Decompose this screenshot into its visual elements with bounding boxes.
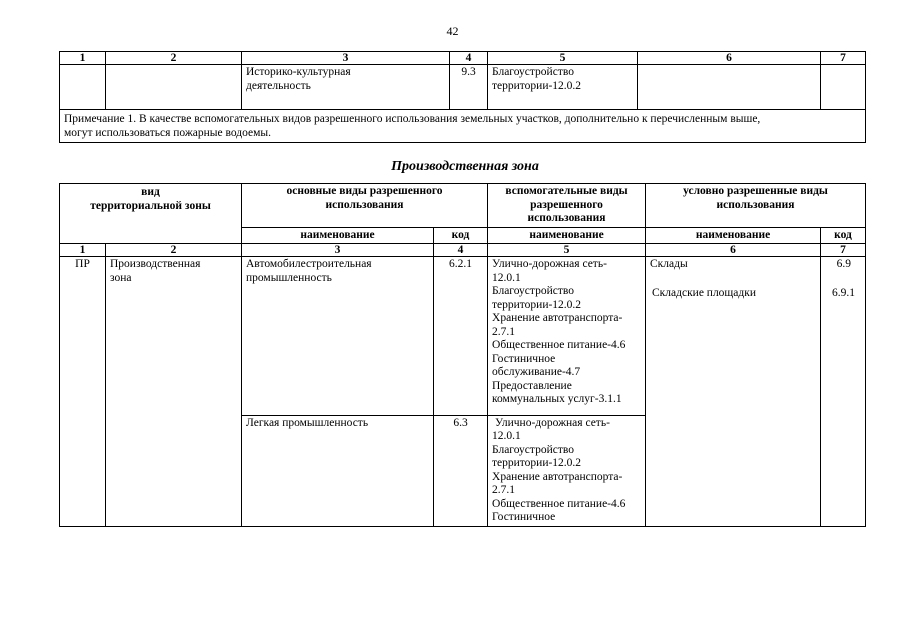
text-line: Гостиничное (492, 352, 556, 365)
note-row (60, 110, 866, 143)
table-row (60, 257, 866, 416)
column-numbers-row (60, 52, 866, 65)
main-use-name-cell (242, 415, 434, 526)
text-line: Историко-культурная (246, 66, 351, 78)
header-conditional-uses (646, 184, 866, 228)
col-number: 7 (821, 244, 866, 257)
text-line: Хранение автотранспорта- (492, 470, 623, 483)
cell-empty (60, 65, 106, 110)
main-use-code-cell: 6.3 (434, 415, 488, 526)
conditional-name: Склады (650, 258, 688, 270)
header-line: разрешенного (530, 198, 603, 211)
aux-use-cell (488, 65, 638, 110)
use-code-cell: 9.3 (450, 65, 488, 110)
subheader-code: код (434, 227, 488, 244)
top-table (59, 51, 866, 143)
text-line: 12.0.1 (492, 271, 521, 284)
aux-use-cell (488, 415, 646, 526)
note-cell (60, 110, 866, 143)
text-line: деятельность (246, 79, 311, 92)
col-number: 3 (242, 244, 434, 257)
col-number: 2 (106, 244, 242, 257)
header-line: территориальной зоны (90, 199, 211, 212)
table-row (60, 65, 866, 110)
col-number: 4 (434, 244, 488, 257)
text-line: Производственная (110, 258, 201, 270)
col-number: 1 (60, 52, 106, 65)
conditional-code: 6.9.1 (832, 287, 856, 299)
col-number: 6 (646, 244, 821, 257)
text-line: территории-12.0.2 (492, 457, 582, 469)
cell-empty (106, 65, 242, 110)
col-number: 5 (488, 52, 638, 65)
conditional-use-code-cell (821, 257, 866, 527)
text-line: Общественное питание-4.6 (492, 497, 626, 510)
column-numbers-row (60, 244, 866, 257)
zone-title: Производственная зона (391, 159, 539, 174)
header-line: вспомогательные виды (505, 185, 628, 197)
text-line: 2.7.1 (492, 325, 516, 338)
conditional-use-name-cell (646, 257, 821, 527)
col-number: 5 (488, 244, 646, 257)
col-number: 6 (638, 52, 821, 65)
header-line: использования (716, 198, 795, 211)
cell-empty (821, 65, 866, 110)
text-line: обслуживание-4.7 (492, 366, 581, 378)
header-line: использования (527, 212, 606, 224)
conditional-name: Складские площадки (652, 287, 756, 299)
header-main-uses (242, 184, 488, 228)
page-number: 42 (446, 24, 459, 38)
main-use-name-cell (242, 257, 434, 416)
col-number: 1 (60, 244, 106, 257)
use-name-cell (242, 65, 450, 110)
text-line: территории-12.0.2 (492, 79, 582, 92)
col-number: 7 (821, 52, 866, 65)
text-line: Благоустройство (492, 285, 574, 297)
text-line: промышленность (246, 271, 332, 284)
main-use-code-cell: 6.2.1 (434, 257, 488, 416)
text-line: Улично-дорожная сеть- (495, 416, 610, 429)
subheader-name: наименование (242, 227, 434, 244)
note-line: Примечание 1. В качестве вспомогательных видов разрешенного использования земельных участков, дополнительно к перечисленным выше, (64, 113, 761, 125)
text-line: Общественное питание-4.6 (492, 339, 626, 351)
text-line: 2.7.1 (492, 484, 516, 496)
cell-empty (638, 65, 821, 110)
header-aux-uses (488, 184, 646, 228)
header-line: использования (325, 198, 404, 211)
col-number: 3 (242, 52, 450, 65)
text-line: зона (110, 271, 132, 284)
text-line: Предоставление (492, 379, 572, 392)
text-line: Хранение автотранспорта- (492, 312, 623, 324)
col-number: 4 (450, 52, 488, 65)
conditional-code: 6.9 (836, 258, 852, 270)
subheader-code: код (821, 227, 866, 244)
text-line: Легкая промышленность (246, 416, 369, 429)
header-line: условно разрешенные виды (683, 185, 828, 197)
header-zone-type (60, 184, 242, 244)
header-line: вид (141, 186, 160, 198)
main-table (59, 183, 866, 527)
col-number: 2 (106, 52, 242, 65)
zone-code-cell: ПР (60, 257, 106, 527)
text-line: Автомобилестроительная (246, 258, 372, 270)
aux-use-cell (488, 257, 646, 416)
subheader-name: наименование (488, 227, 646, 244)
header-line: основные виды разрешенного (286, 185, 443, 197)
note-line: могут использоваться пожарные водоемы. (64, 126, 272, 139)
text-line: Благоустройство (492, 443, 574, 456)
text-line: коммунальных услуг-3.1.1 (492, 393, 622, 405)
header-row (60, 184, 866, 228)
text-line: Улично-дорожная сеть- (492, 258, 607, 270)
zone-name-cell (106, 257, 242, 527)
text-line: Благоустройство (492, 66, 574, 78)
text-line: территории-12.0.2 (492, 298, 582, 311)
text-line: Гостиничное (492, 511, 556, 523)
text-line: 12.0.1 (492, 430, 521, 442)
subheader-name: наименование (646, 227, 821, 244)
